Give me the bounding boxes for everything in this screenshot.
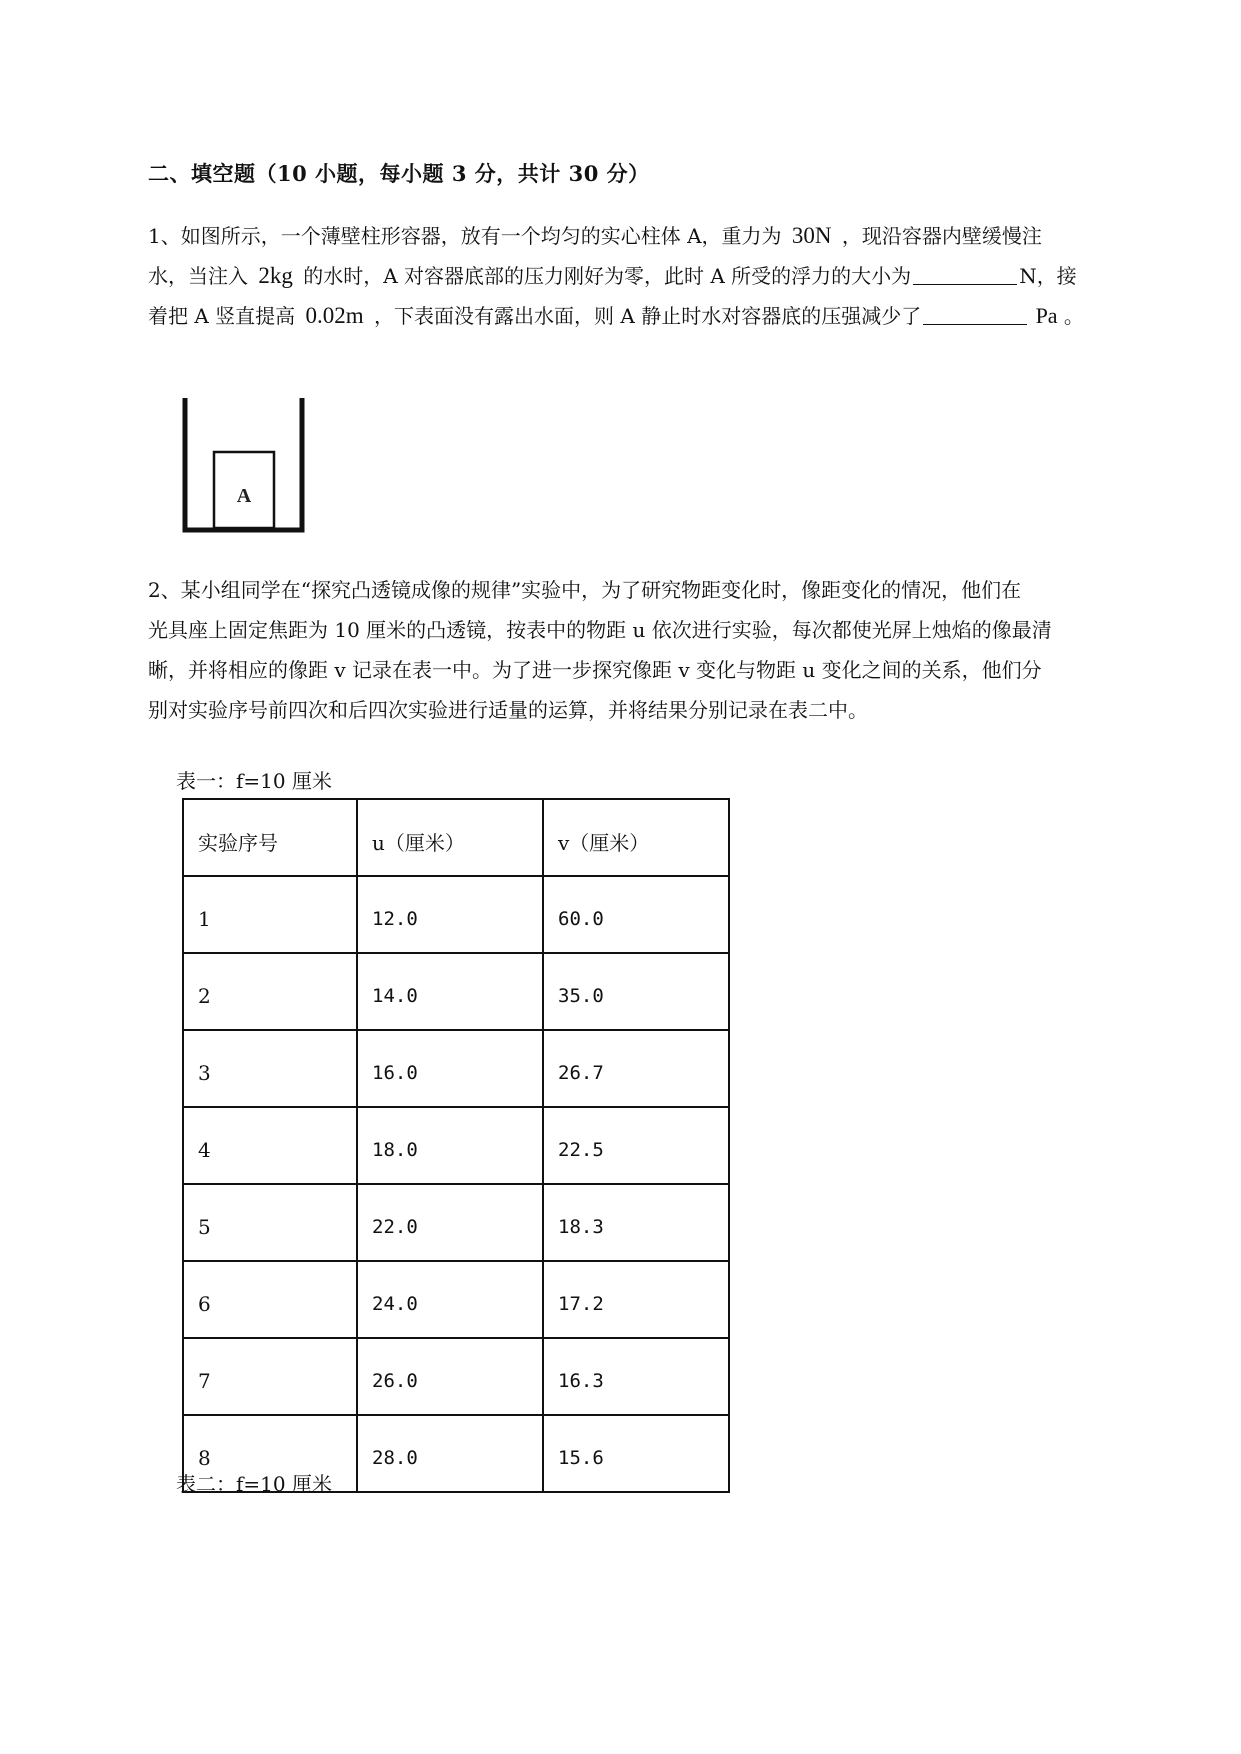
lift-height-value: 0.02m bbox=[305, 303, 364, 328]
question-1-line-1: 1、如图所示，一个薄壁柱形容器，放有一个均匀的实心柱体 A，重力为 30N ，现沿容器内壁缓慢注 bbox=[148, 223, 1042, 248]
table-cell: 17.2 bbox=[543, 1261, 729, 1338]
table-cell: 14.0 bbox=[357, 953, 543, 1030]
table-cell: 60.0 bbox=[543, 876, 729, 953]
table-row bbox=[183, 1030, 729, 1107]
weight-value: 30N bbox=[791, 223, 832, 248]
table-row bbox=[183, 953, 729, 1030]
table-1 bbox=[182, 798, 730, 1493]
table-cell: 2 bbox=[183, 953, 357, 1030]
table-1-caption: 表一：f=10 厘米 bbox=[176, 769, 332, 793]
question-2-line-1: 2、某小组同学在“探究凸透镜成像的规律”实验中，为了研究物距变化时，像距变化的情况，他们在 bbox=[148, 578, 1022, 602]
table-cell: 6 bbox=[183, 1261, 357, 1338]
table-cell: 22.5 bbox=[543, 1107, 729, 1184]
table-cell: 8 bbox=[183, 1415, 357, 1492]
table-cell: 15.6 bbox=[543, 1415, 729, 1492]
pressure-unit: Pa bbox=[1035, 303, 1058, 328]
table-2-caption: 表二：f=10 厘米 bbox=[176, 1472, 332, 1496]
table-row bbox=[183, 876, 729, 953]
answer-blank-2 bbox=[923, 302, 1027, 325]
table-cell: 26.7 bbox=[543, 1030, 729, 1107]
question-2 bbox=[148, 570, 1152, 730]
answer-blank-1 bbox=[913, 262, 1017, 285]
table-cell: 35.0 bbox=[543, 953, 729, 1030]
table-row bbox=[183, 1184, 729, 1261]
table-row bbox=[183, 1107, 729, 1184]
question-2-line-4: 别对实验序号前四次和后四次实验进行适量的运算，并将结果分别记录在表二中。 bbox=[148, 698, 868, 722]
table-row bbox=[183, 1261, 729, 1338]
table-header-cell: u（厘米） bbox=[357, 799, 543, 876]
section-title: 二、填空题（10 小题，每小题 3 分，共计 30 分） bbox=[148, 161, 650, 186]
table-cell: 22.0 bbox=[357, 1184, 543, 1261]
table-cell: 18.0 bbox=[357, 1107, 543, 1184]
table-cell: 1 bbox=[183, 876, 357, 953]
question-1-line-2: 水，当注入 2kg 的水时，A 对容器底部的压力刚好为零，此时 A 所受的浮力的大小为 N，接 bbox=[148, 263, 1077, 288]
question-2-line-3: 晰，并将相应的像距 v 记录在表一中。为了进一步探究像距 v 变化与物距 u 变化之间的关系，他们分 bbox=[148, 658, 1042, 682]
table-cell: 26.0 bbox=[357, 1338, 543, 1415]
table-cell: 4 bbox=[183, 1107, 357, 1184]
table-cell: 3 bbox=[183, 1030, 357, 1107]
table-row bbox=[183, 1338, 729, 1415]
water-mass-value: 2kg bbox=[258, 263, 293, 288]
table-cell: 28.0 bbox=[357, 1415, 543, 1492]
table-cell: 5 bbox=[183, 1184, 357, 1261]
table-cell: 7 bbox=[183, 1338, 357, 1415]
container-figure bbox=[182, 398, 312, 538]
question-1-line-3: 着把 A 竖直提高 0.02m ，下表面没有露出水面，则 A 静止时水对容器底的压强减少了 Pa 。 bbox=[148, 303, 1084, 328]
table-header-cell: 实验序号 bbox=[183, 799, 357, 876]
table-cell: 24.0 bbox=[357, 1261, 543, 1338]
table-cell: 18.3 bbox=[543, 1184, 729, 1261]
question-2-line-2: 光具座上固定焦距为 10 厘米的凸透镜，按表中的物距 u 依次进行实验，每次都使光屏上烛焰的像最清 bbox=[148, 618, 1052, 642]
table-cell: 16.3 bbox=[543, 1338, 729, 1415]
question-1 bbox=[148, 216, 1152, 336]
table-header-row bbox=[183, 799, 729, 876]
table-cell: 16.0 bbox=[357, 1030, 543, 1107]
block-a-label: A bbox=[236, 485, 252, 507]
table-header-cell: v（厘米） bbox=[543, 799, 729, 876]
table-cell: 12.0 bbox=[357, 876, 543, 953]
